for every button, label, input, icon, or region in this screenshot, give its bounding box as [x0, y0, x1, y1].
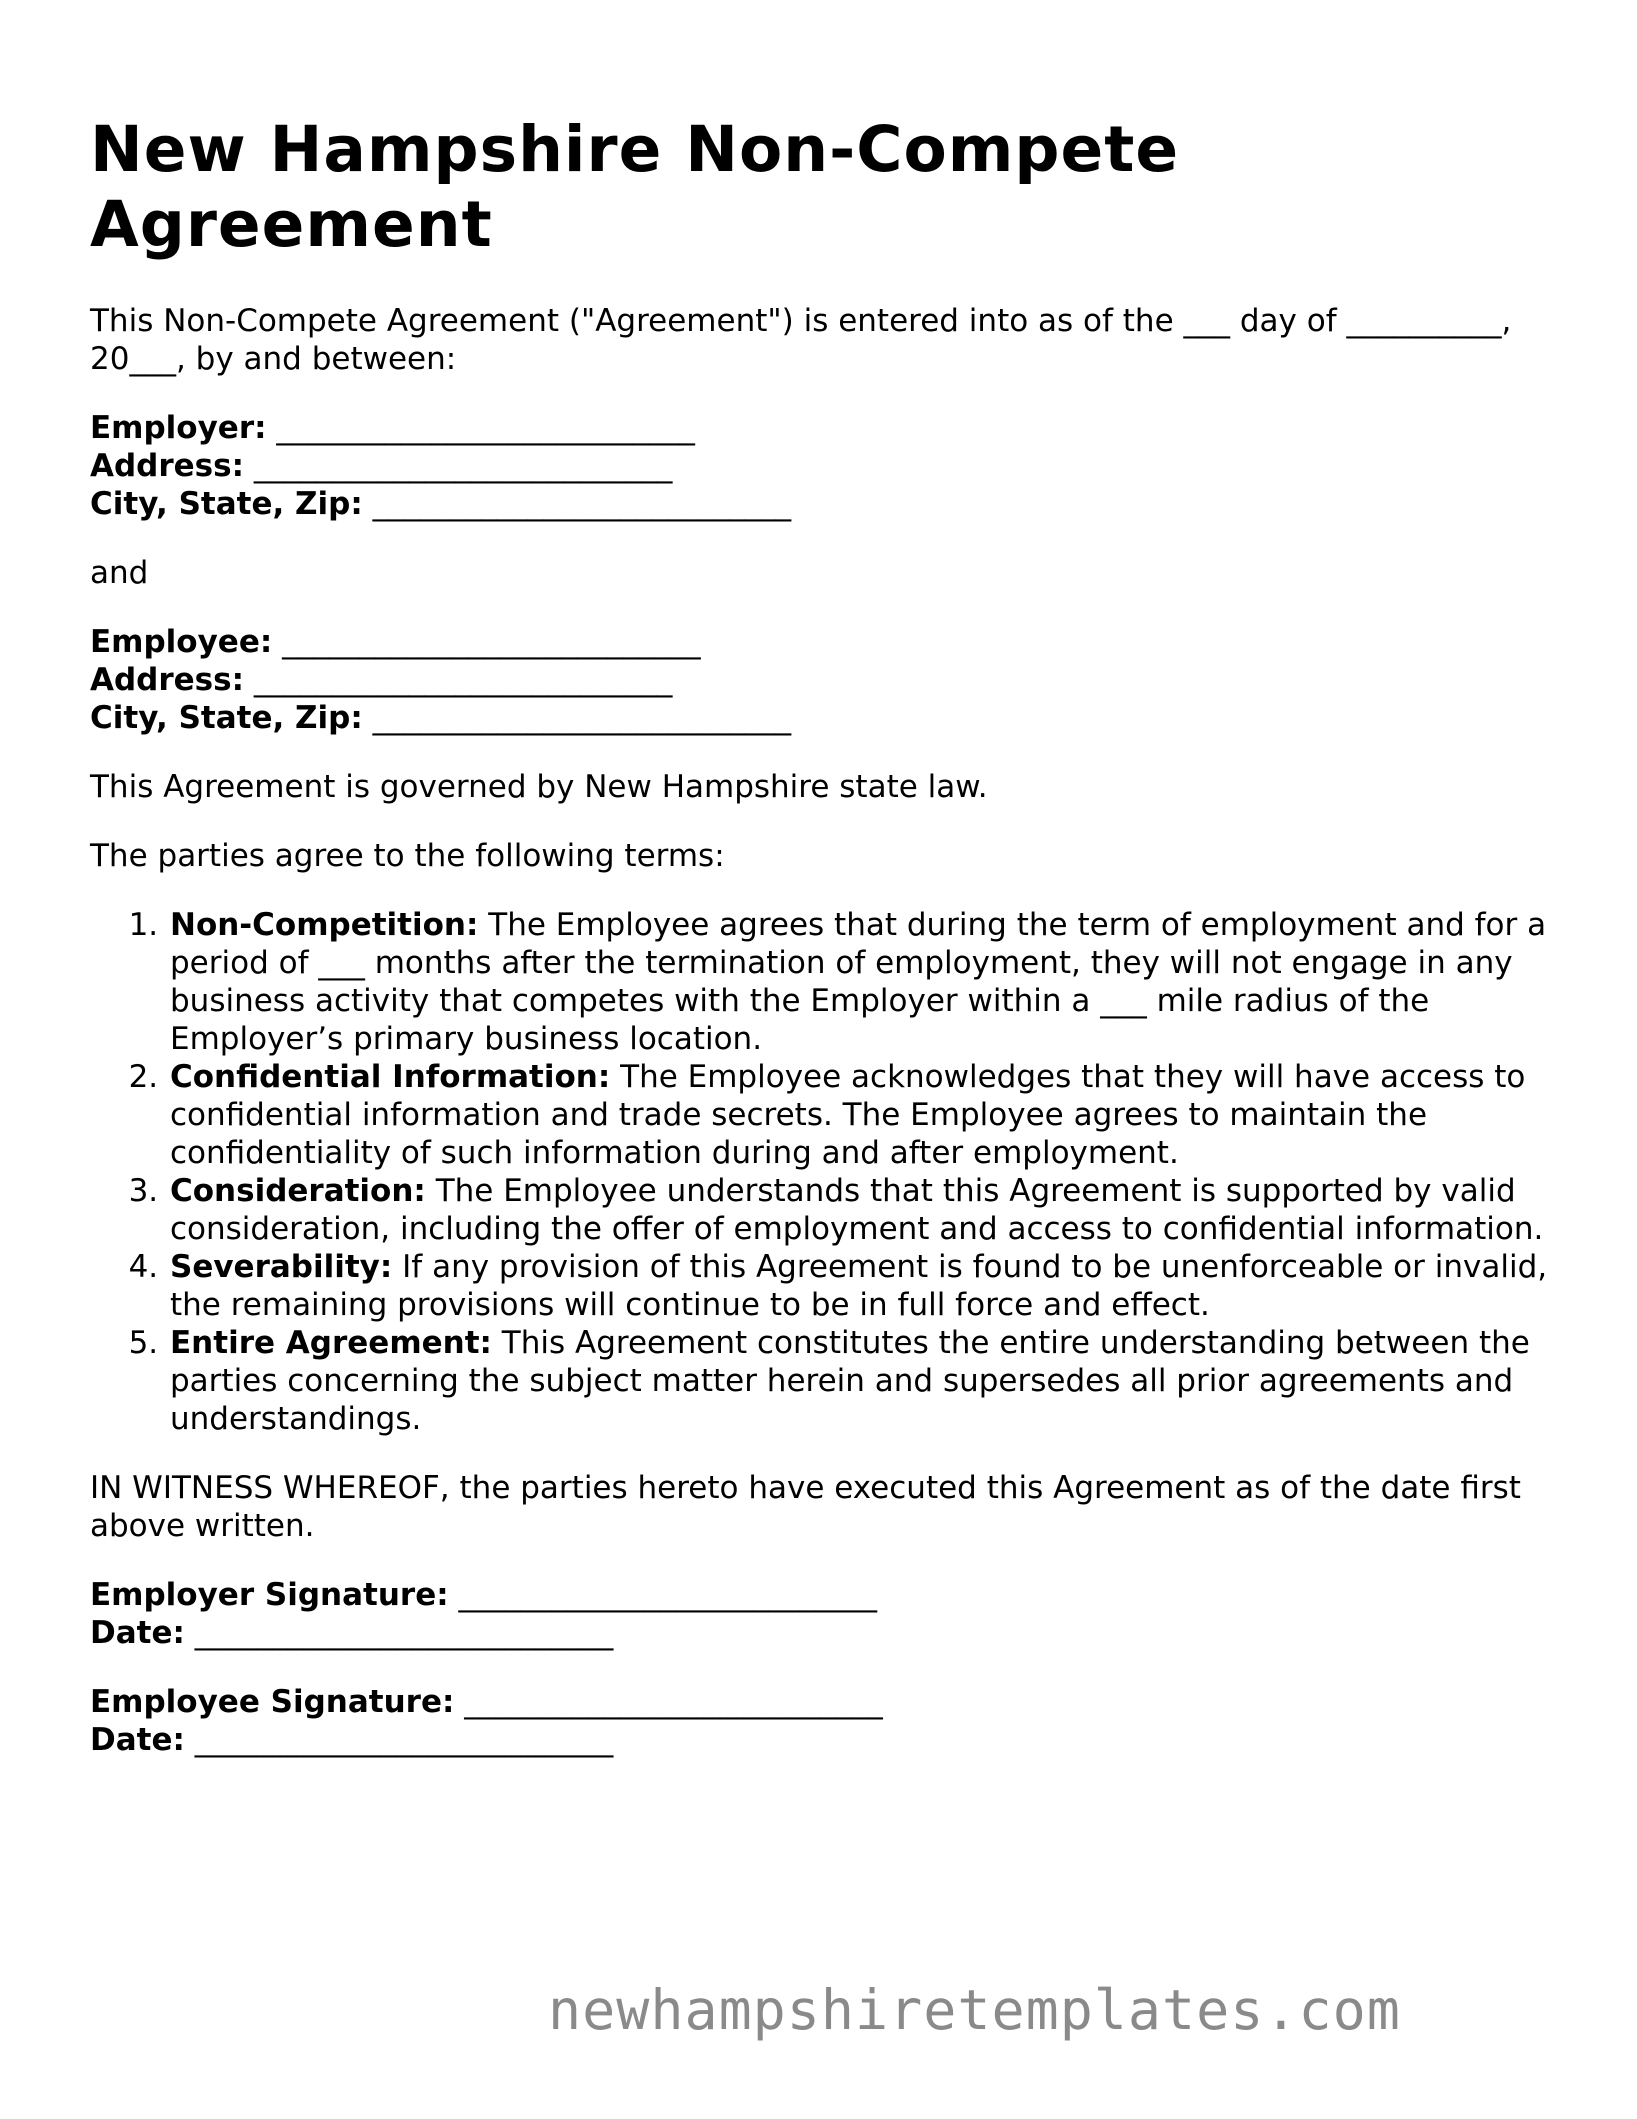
employee-address-label: Address: [90, 662, 244, 698]
term-text: This Agreement constitutes the entire understanding between the parties concerning the subject matter herein and supersedes all prior agreements and understandings. [170, 1325, 1530, 1437]
governing-law-paragraph: This Agreement is governed by New Hampshire state law. [90, 769, 988, 805]
employee-date-label: Date: [90, 1722, 185, 1758]
term-text: If any provision of this Agreement is found to be unenforceable or invalid, the remaining provisions will continue to be in full force and effect. [170, 1249, 1548, 1323]
term-text: The Employee acknowledges that they will have access to confidential information and trade secrets. The Employee agrees to maintain the confidentiality of such information during and after employment. [170, 1059, 1526, 1171]
term-item [168, 1058, 1550, 1172]
employer-city-label: City, State, Zip: [90, 486, 363, 522]
terms-list [90, 906, 1550, 1438]
employee-name-line [90, 623, 1550, 661]
employee-name-blank: ___________________________ [282, 624, 701, 660]
employer-city-line [90, 485, 1550, 523]
employee-date-line [90, 1721, 1550, 1759]
term-heading: Confidential Information: [170, 1059, 611, 1095]
term-item [168, 1324, 1550, 1438]
employer-address-line [90, 447, 1550, 485]
term-heading: Consideration: [170, 1173, 426, 1209]
document-title: New Hampshire Non-Compete Agreement [90, 113, 1180, 261]
term-heading: Severability: [170, 1249, 393, 1285]
employee-name-label: Employee: [90, 624, 273, 660]
employer-address-label: Address: [90, 448, 244, 484]
employer-name-label: Employer: [90, 410, 267, 446]
employee-city-blank: ___________________________ [372, 700, 792, 736]
watermark-text: newhampshiretemplates.com [548, 1978, 1401, 2042]
employer-signature-line [90, 1576, 1550, 1614]
employee-block [90, 623, 1550, 737]
term-heading: Non-Competition: [170, 907, 479, 943]
witness-paragraph: IN WITNESS WHEREOF, the parties hereto have executed this Agreement as of the date first above written. [90, 1470, 1521, 1544]
employer-date-line [90, 1614, 1550, 1652]
employer-date-blank: ___________________________ [194, 1615, 614, 1651]
intro-paragraph: This Non-Compete Agreement ("Agreement") is entered into as of the ___ day of __________, 20___, by and between: [90, 303, 1512, 377]
employee-address-blank: ___________________________ [253, 662, 673, 698]
employer-date-label: Date: [90, 1615, 185, 1651]
employee-date-blank: ___________________________ [194, 1722, 614, 1758]
employer-signature-label: Employer Signature: [90, 1577, 449, 1613]
employee-city-line [90, 699, 1550, 737]
employee-signature-block [90, 1683, 1550, 1759]
employer-signature-block [90, 1576, 1550, 1652]
employee-signature-line [90, 1683, 1550, 1721]
employer-address-blank: ___________________________ [253, 448, 673, 484]
term-item [168, 1248, 1550, 1324]
term-item [168, 906, 1550, 1058]
employer-name-line [90, 409, 1550, 447]
employee-city-label: City, State, Zip: [90, 700, 363, 736]
terms-intro-paragraph: The parties agree to the following terms: [90, 838, 725, 874]
employee-signature-label: Employee Signature: [90, 1684, 455, 1720]
term-text: The Employee agrees that during the term of employment and for a period of ___ months after the termination of employment, they will not engage in any business activity that competes with the Employer within a ___ mile radius of the Employer’s primary business location. [170, 907, 1547, 1057]
and-text: and [90, 555, 149, 591]
document-page [90, 112, 1550, 1759]
employee-signature-blank: ___________________________ [464, 1684, 883, 1720]
employee-address-line [90, 661, 1550, 699]
term-item [168, 1172, 1550, 1248]
employer-signature-blank: ___________________________ [458, 1577, 877, 1613]
employer-city-blank: ___________________________ [372, 486, 792, 522]
employer-block [90, 409, 1550, 523]
term-heading: Entire Agreement: [170, 1325, 492, 1361]
term-text: The Employee understands that this Agreement is supported by valid consideration, including the offer of employment and access to confidential information. [170, 1173, 1544, 1247]
employer-name-blank: ___________________________ [276, 410, 695, 446]
